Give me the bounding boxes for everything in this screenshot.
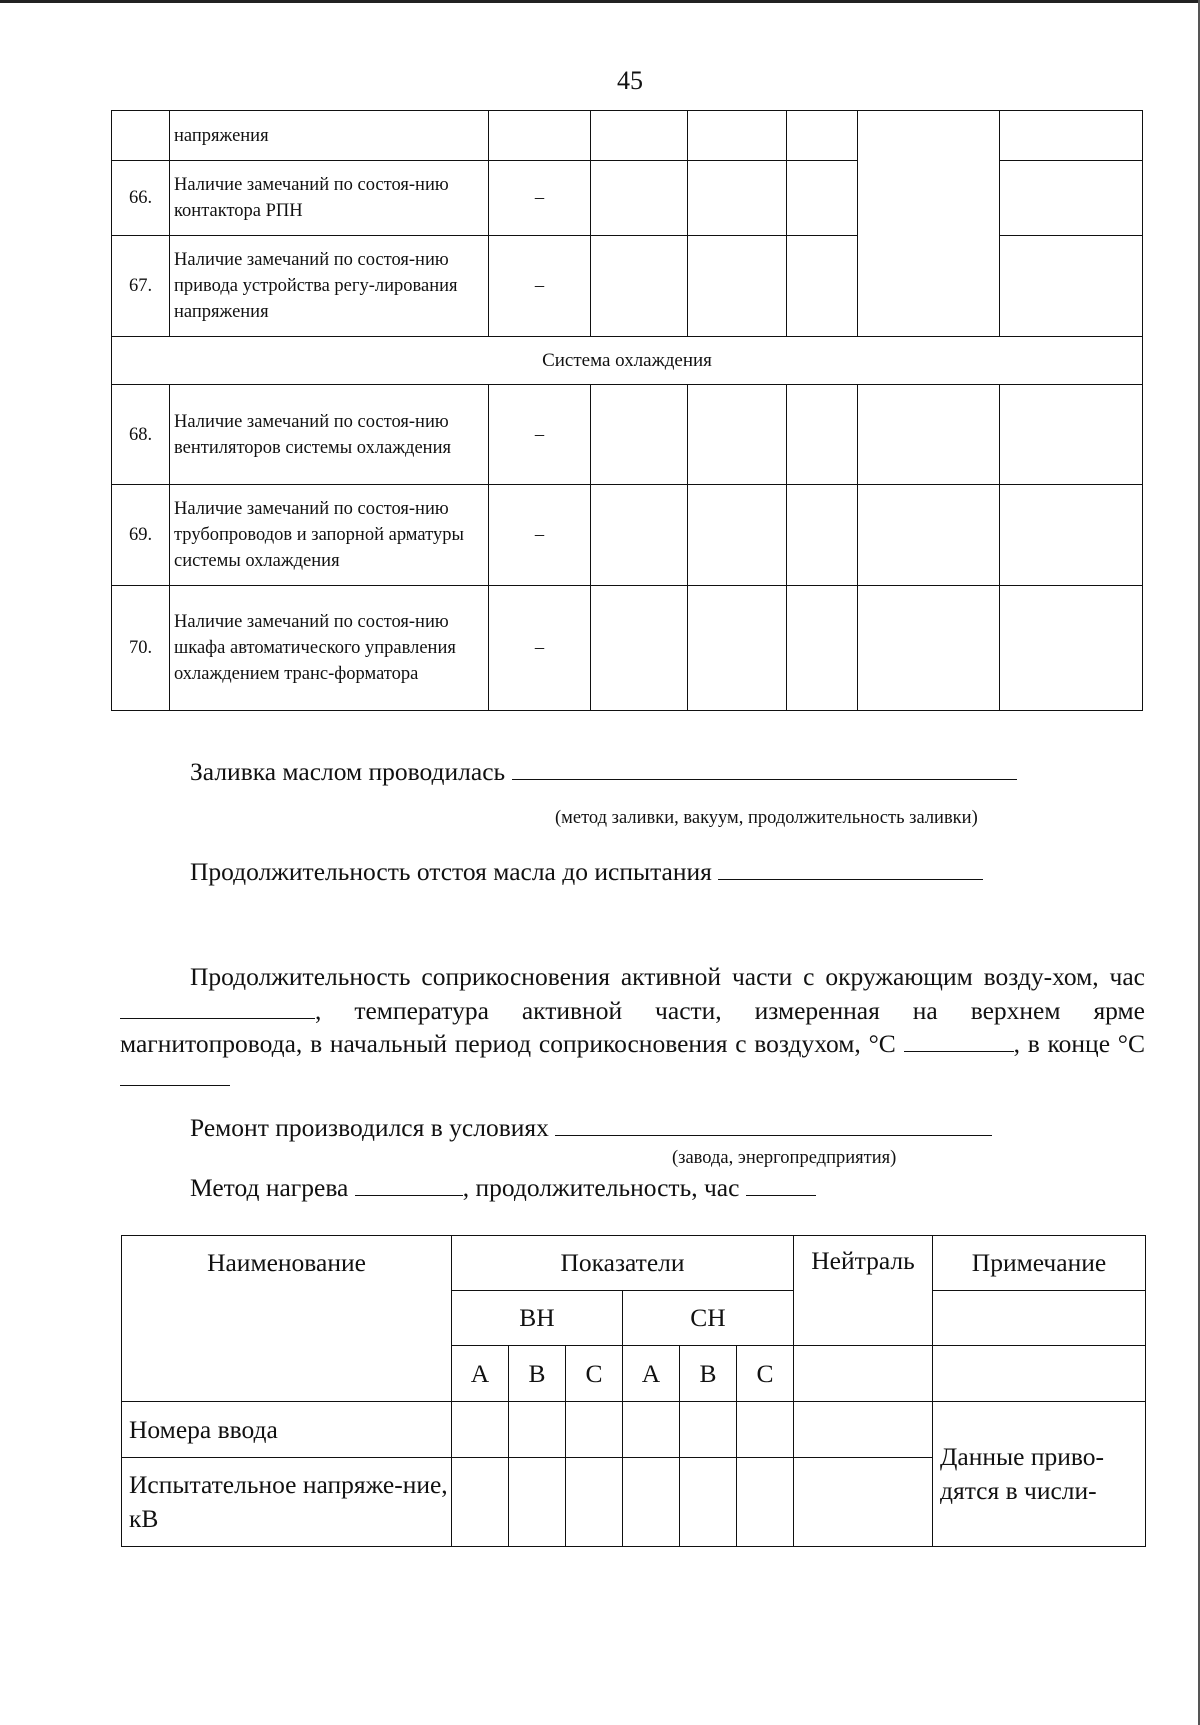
cell — [1000, 586, 1143, 711]
row-description: Наличие замечаний по состоя-нию контактора РПН — [170, 161, 489, 236]
table-row — [112, 485, 1143, 586]
settle-label: Продолжительность отстоя масла до испытания — [190, 857, 712, 886]
table-row — [112, 586, 1143, 711]
table-row — [122, 1402, 1146, 1458]
heating-line — [190, 1173, 816, 1203]
settle-line — [190, 857, 983, 887]
header-indicators: Показатели — [452, 1236, 794, 1291]
cell — [591, 485, 688, 586]
cell — [858, 586, 1000, 711]
cell — [1000, 385, 1143, 485]
group-hv: ВН — [452, 1291, 623, 1346]
cell — [688, 485, 787, 586]
repair-line — [190, 1113, 992, 1143]
contact-hours-blank[interactable] — [120, 996, 315, 1019]
row-number: 69. — [112, 485, 170, 586]
repair-caption: (завода, энергопредприятия) — [672, 1148, 897, 1168]
row-description: Наличие замечаний по состоя-нию трубопроводов и запорной арматуры системы охлаждения — [170, 485, 489, 586]
cell — [688, 586, 787, 711]
duration-blank[interactable] — [746, 1173, 816, 1196]
cell — [688, 385, 787, 485]
oil-fill-line — [190, 757, 1017, 787]
row-value: – — [489, 485, 591, 586]
para-part1: Продолжительность соприкосновения активной части с окружающим возду-хом, час — [190, 962, 1145, 991]
cell — [566, 1402, 623, 1458]
header-neutral: Нейтраль — [794, 1236, 933, 1346]
note-cell: Данные приво-дятся в числи- — [933, 1402, 1146, 1547]
row-value — [489, 111, 591, 161]
cell — [623, 1458, 680, 1547]
row-number: 68. — [112, 385, 170, 485]
cell — [794, 1458, 933, 1547]
heating-method-blank[interactable] — [355, 1173, 463, 1196]
cell — [787, 161, 858, 236]
cell — [452, 1458, 509, 1547]
contact-paragraph — [120, 960, 1145, 1094]
header-row — [122, 1236, 1146, 1291]
phase-label: А — [623, 1346, 680, 1402]
row-description: напряжения — [170, 111, 489, 161]
cell — [591, 161, 688, 236]
cell — [591, 236, 688, 337]
page-number: 45 — [617, 66, 643, 95]
cell — [591, 586, 688, 711]
final-temp-blank[interactable] — [120, 1063, 230, 1086]
inspection-table — [111, 110, 1143, 711]
phase-label: В — [680, 1346, 737, 1402]
row-value: – — [489, 586, 591, 711]
cell — [1000, 485, 1143, 586]
cell — [688, 236, 787, 337]
cell — [787, 111, 858, 161]
cell — [933, 1346, 1146, 1402]
cell — [787, 485, 858, 586]
cell — [794, 1402, 933, 1458]
cell — [858, 111, 1000, 337]
table-row — [112, 111, 1143, 161]
cell — [1000, 236, 1143, 337]
cell — [1000, 111, 1143, 161]
cell — [737, 1402, 794, 1458]
row-value: – — [489, 385, 591, 485]
cell — [452, 1402, 509, 1458]
bushing-test-table — [121, 1235, 1146, 1547]
row-label: Испытательное напряже-ние, кВ — [122, 1458, 452, 1547]
page-border-top — [0, 0, 1200, 3]
group-mv: СН — [623, 1291, 794, 1346]
row-number — [112, 111, 170, 161]
oil-fill-caption: (метод заливки, вакуум, продолжительность заливки) — [555, 808, 978, 828]
cell — [858, 385, 1000, 485]
repair-label: Ремонт производился в условиях — [190, 1113, 549, 1142]
repair-blank[interactable] — [555, 1113, 992, 1136]
para-part2: , температура активной части, измеренная на верхнем ярме магнитопровода, в начальный период соприкосновения с воздухом, °С — [120, 995, 1145, 1058]
settle-blank[interactable] — [718, 857, 983, 880]
cell — [858, 485, 1000, 586]
section-title: Система охлаждения — [112, 337, 1143, 385]
cell — [787, 385, 858, 485]
phase-label: С — [737, 1346, 794, 1402]
section-row — [112, 337, 1143, 385]
heating-label: Метод нагрева — [190, 1173, 349, 1202]
cell — [1000, 161, 1143, 236]
phase-label: В — [509, 1346, 566, 1402]
row-value: – — [489, 236, 591, 337]
row-number: 70. — [112, 586, 170, 711]
cell — [933, 1291, 1146, 1346]
cell — [794, 1346, 933, 1402]
header-note: Примечание — [933, 1236, 1146, 1291]
row-number: 66. — [112, 161, 170, 236]
duration-label: , продолжительность, час — [462, 1173, 740, 1202]
cell — [623, 1402, 680, 1458]
table-row — [112, 385, 1143, 485]
para-part3: , в конце °С — [1013, 1029, 1145, 1058]
row-number: 67. — [112, 236, 170, 337]
cell — [688, 161, 787, 236]
row-description: Наличие замечаний по состоя-нию шкафа автоматического управления охлаждением транс-форматора — [170, 586, 489, 711]
cell — [591, 385, 688, 485]
phase-label: А — [452, 1346, 509, 1402]
row-description: Наличие замечаний по состоя-нию привода устройства регу-лирования напряжения — [170, 236, 489, 337]
cell — [737, 1458, 794, 1547]
cell — [787, 586, 858, 711]
cell — [787, 236, 858, 337]
oil-fill-blank[interactable] — [512, 757, 1017, 780]
cell — [680, 1458, 737, 1547]
phase-label: С — [566, 1346, 623, 1402]
oil-fill-label: Заливка маслом проводилась — [190, 757, 506, 786]
cell — [566, 1458, 623, 1547]
row-description: Наличие замечаний по состоя-нию вентиляторов системы охлаждения — [170, 385, 489, 485]
header-name: Наименование — [122, 1236, 452, 1402]
cell — [509, 1402, 566, 1458]
initial-temp-blank[interactable] — [904, 1029, 1014, 1052]
cell — [680, 1402, 737, 1458]
cell — [509, 1458, 566, 1547]
row-value: – — [489, 161, 591, 236]
row-label: Номера ввода — [122, 1402, 452, 1458]
cell — [688, 111, 787, 161]
cell — [591, 111, 688, 161]
